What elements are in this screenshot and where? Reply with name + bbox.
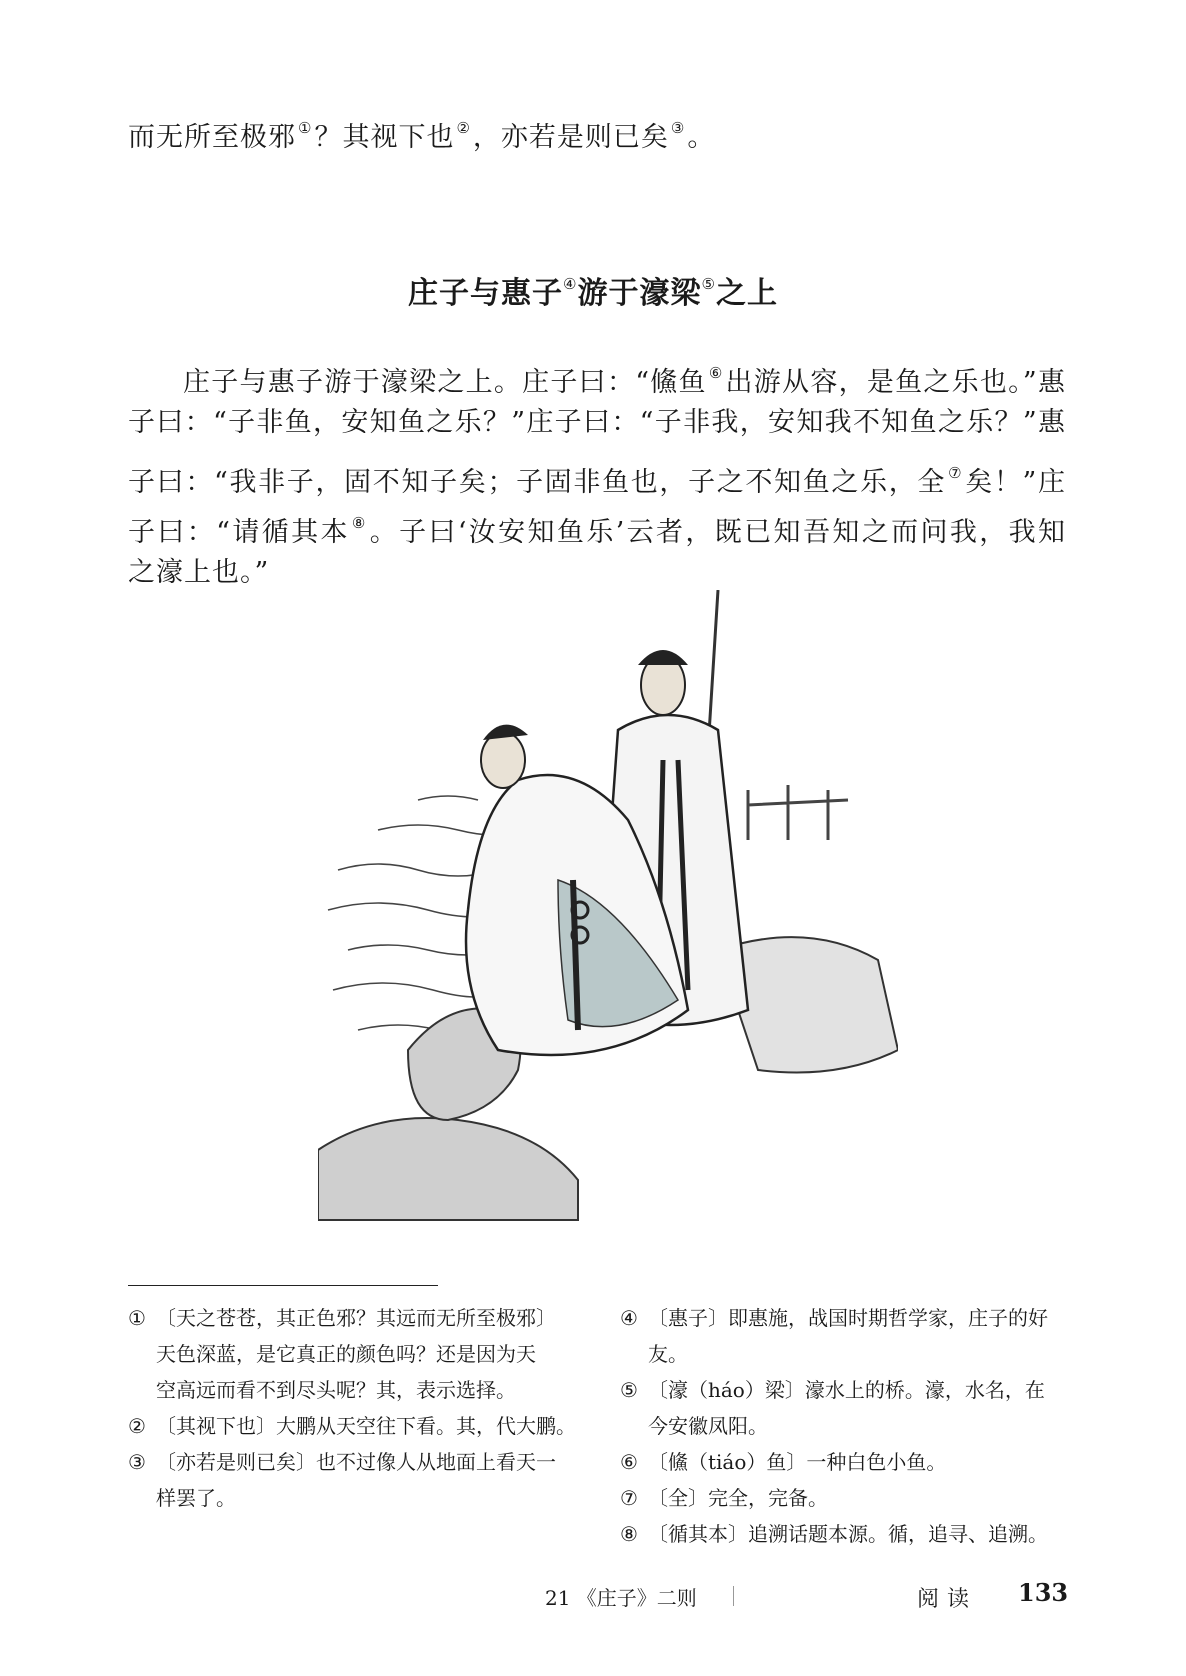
footnote-text-line: 〔天之苍苍，其正色邪？其远而无所至极邪〕 xyxy=(156,1306,556,1330)
footnote-marker[interactable]: ⑥ xyxy=(708,364,724,382)
text-segment: 而无所至极邪 xyxy=(128,122,296,153)
footnote-divider xyxy=(128,1285,438,1286)
footnote-item xyxy=(620,1444,1070,1480)
body-line: 之濠上也。” xyxy=(128,557,270,588)
body-line xyxy=(128,348,1066,398)
footnote-text-line: 〔全〕完全，完备。 xyxy=(648,1486,828,1510)
text-segment: 庄子与惠子游于濠梁之上。庄子曰：“鯈鱼 xyxy=(183,367,707,398)
text-segment: 子曰：“请循其本 xyxy=(128,517,350,548)
footnote-number: ④ xyxy=(620,1306,638,1330)
footnote-text-line: 今安徽凤阳。 xyxy=(648,1414,768,1438)
footnote-item xyxy=(620,1300,1070,1372)
footnote-number: ⑦ xyxy=(620,1486,638,1510)
body-line xyxy=(128,448,1066,498)
previous-passage-tail xyxy=(128,121,715,151)
bridge-railing xyxy=(748,785,848,840)
page-number: 133 xyxy=(1018,1578,1069,1607)
footnote-text-line: 〔惠子〕即惠施，战国时期哲学家，庄子的好友。 xyxy=(648,1306,1048,1366)
footnote-number: ⑧ xyxy=(620,1522,638,1546)
footnote-text-line: 〔循其本〕追溯话题本源。循，追寻、追溯。 xyxy=(648,1522,1048,1546)
footnote-text-line: 〔其视下也〕大鹏从天空往下看。其，代大鹏。 xyxy=(156,1414,576,1438)
text-segment: ？其视下也 xyxy=(314,122,455,153)
footnote-number: ⑤ xyxy=(620,1378,638,1402)
title-segment: 游于濠梁 xyxy=(577,276,702,311)
footnote-text-line: 〔濠（háo）梁〕濠水上的桥。濠，水名，在 xyxy=(648,1378,1045,1402)
title-segment: 之上 xyxy=(715,276,778,311)
footnote-text-line: 〔亦若是则已矣〕也不过像人从地面上看天一 xyxy=(156,1450,556,1474)
footnote-marker[interactable]: ④ xyxy=(563,275,578,293)
footnote-item xyxy=(620,1480,1070,1516)
footnote-item xyxy=(620,1372,1070,1444)
footnote-item xyxy=(128,1408,578,1444)
title-segment: 庄子与惠子 xyxy=(408,276,564,311)
footnote-number: ② xyxy=(128,1414,146,1438)
footnote-marker[interactable]: ⑧ xyxy=(351,514,368,532)
body-line xyxy=(128,498,1066,548)
footnote-text-line: 空高远而看不到尽头呢？其，表示选择。 xyxy=(156,1378,516,1402)
footnote-marker[interactable]: ⑤ xyxy=(701,275,716,293)
footnote-item xyxy=(620,1516,1070,1552)
lesson-label: 21 《庄子》二则 xyxy=(545,1586,697,1610)
passage-title xyxy=(0,268,1186,312)
footnote-item xyxy=(128,1444,578,1516)
footnote-text-line: 样罢了。 xyxy=(156,1486,236,1510)
ink-painting-illustration xyxy=(318,590,898,1230)
section-label: 阅读 xyxy=(917,1587,978,1612)
text-segment: ，亦若是则已矣 xyxy=(472,122,669,153)
text-segment: 子曰：“我非子，固不知子矣；子固非鱼也，子之不知鱼之乐，全 xyxy=(128,467,947,498)
footnotes-left-column xyxy=(128,1300,578,1516)
text-segment: 。 xyxy=(687,122,716,153)
body-line: 子曰：“子非鱼，安知鱼之乐？”庄子曰：“子非我，安知我不知鱼之乐？”惠 xyxy=(128,407,1066,438)
footnote-marker[interactable]: ② xyxy=(456,119,471,137)
text-segment: 。子曰‘汝安知鱼乐’云者，既已知吾知之而问我，我知 xyxy=(369,517,1066,548)
passage-body xyxy=(128,348,1066,598)
text-segment: 出游从容，是鱼之乐也。”惠 xyxy=(725,367,1066,398)
footnote-number: ① xyxy=(128,1306,146,1330)
footnote-marker[interactable]: ① xyxy=(298,119,313,137)
footnote-number: ③ xyxy=(128,1450,146,1474)
footer-divider xyxy=(733,1586,734,1606)
footnote-item xyxy=(128,1300,578,1408)
text-segment: 矣！”庄 xyxy=(965,467,1066,498)
footnote-marker[interactable]: ⑦ xyxy=(948,464,964,482)
footnote-marker[interactable]: ③ xyxy=(670,119,686,137)
footnote-text-line: 〔鯈（tiáo）鱼〕一种白色小鱼。 xyxy=(648,1450,947,1474)
footnote-text-line: 天色深蓝，是它真正的颜色吗？还是因为天 xyxy=(156,1342,536,1366)
footnotes-right-column xyxy=(620,1300,1070,1552)
footnote-number: ⑥ xyxy=(620,1450,638,1474)
